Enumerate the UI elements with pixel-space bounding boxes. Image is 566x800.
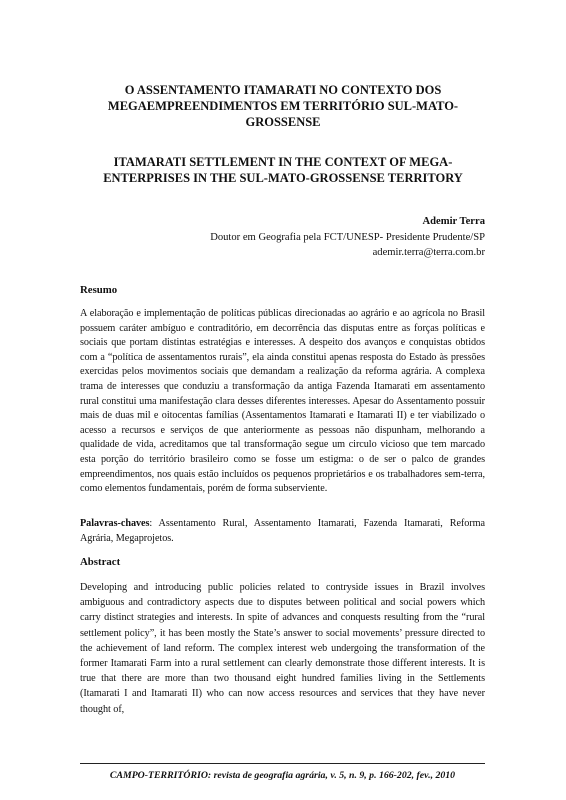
keywords-paragraph [80,517,485,546]
author-name: Ademir Terra [422,216,485,227]
title-english: ITAMARATI SETTLEMENT IN THE CONTEXT OF MEGA-ENTERPRISES IN THE SUL-MATO-GROSSENSE TERRITORY [103,155,463,185]
author-email: ademir.terra@terra.com.br [372,247,485,258]
title-portuguese: O ASSENTAMENTO ITAMARATI NO CONTEXTO DOS MEGAEMPREENDIMENTOS EM TERRITÓRIO SUL-MATO-GROSSENSE [107,83,459,129]
keywords-text: : Assentamento Rural, Assentamento Itamarati, Fazenda Itamarati, Reforma Agrária, Megaprojetos. [80,518,485,544]
abstract-paragraph: Developing and introducing public policies related to contryside issues in Brazil involves ambiguous and contradictory aspects due to disputes between political and social powers which carry distinct strategies and interests. In spite of advances and conquests resulting from the “rural settlement policy”, it has been mostly the State’s answer to social movements’ pressure directed to the achievement of land reform. The complex interest web undergoing the transformation of the former Itamarati Farm into a rural settlement can clearly demonstrate those different interests. It is true that there are more than two thousand eight hundred families living in the Settlements (Itamarati I and Itamarati II) who can now access resources and services that they have never thought of, [80,582,485,715]
journal-footer: CAMPO-TERRITÓRIO: revista de geografia agrária, v. 5, n. 9, p. 166-202, fev., 2010 [109,770,456,781]
resumo-paragraph: A elaboração e implementação de políticas públicas direcionadas ao agrário e ao agrícola no Brasil possuem caráter ambíguo e contraditório, em decorrência das disputas entre as forças políticas e sociais que portam distintas estratégias e interesses. A despeito dos avanços e conquistas obtidos com a “política de assentamentos rurais”, ela ainda constitui apenas resposta do Estado às pressões exercidas pelos movimentos sociais que demandam a realização da reforma agrária. A complexa trama de interesses que conduziu a transformação da antiga Fazenda Itamarati em assentamento rural constitui uma manifestação clara desses diferentes interesses. Apesar do Assentamento possuir mais de duas mil e oitocentas famílias (Assentamentos Itamarati e Itamarati II) e ter viabilizado o acesso a recursos e serviços de que anteriormente as pessoas não dispunham, melhorando a qualidade de vida, acreditamos que tal transformação segue um circulo vicioso que tem marcado esta porção do território brasileiro como se fosse um estigma: o de ser o palco de grandes empreendimentos, nos quais estão incluídos os pequenos proprietários e os trabalhadores sem-terra, como elementos fundamentais, porém de forma subserviente. [80,308,485,495]
keywords-label: Palavras-chaves [80,518,150,529]
footer-divider [80,763,485,764]
resumo-heading: Resumo [80,284,118,296]
abstract-heading: Abstract [80,556,121,568]
author-affiliation: Doutor em Geografia pela FCT/UNESP- Presidente Prudente/SP [210,232,485,243]
